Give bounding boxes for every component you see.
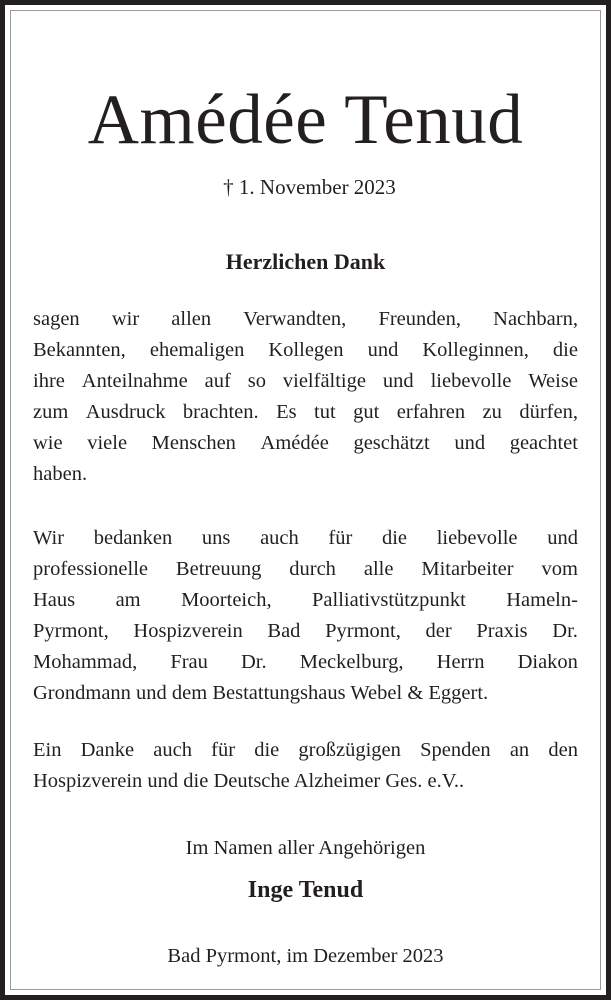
word: zu — [482, 401, 502, 423]
word: Kolleginnen, — [422, 339, 529, 361]
word: vom — [541, 558, 578, 580]
thanks-paragraph-2 — [33, 523, 578, 709]
paragraph-line — [33, 554, 578, 585]
word: am — [115, 589, 141, 611]
word: und — [547, 527, 578, 549]
word: Weise — [528, 370, 578, 392]
word: Anteilnahme — [81, 370, 188, 392]
justified-line — [33, 647, 578, 678]
word: ehemaligen — [149, 339, 245, 361]
word: Haus — [33, 589, 76, 611]
word: erfahren — [396, 401, 466, 423]
word: geachtet — [509, 432, 578, 454]
paragraph-line: haben. — [33, 463, 88, 485]
word: tut — [314, 401, 336, 423]
paragraph-line — [33, 523, 578, 554]
justified-line — [33, 616, 578, 647]
word: uns — [201, 527, 231, 549]
justified-line — [33, 735, 578, 766]
word: Meckelburg, — [299, 651, 404, 673]
word: Nachbarn, — [493, 308, 578, 330]
word: allen — [171, 308, 212, 330]
paragraph-line — [33, 366, 578, 397]
deceased-name: Amédée Tenud — [87, 81, 524, 159]
word: Mohammad, — [33, 651, 138, 673]
word: Danke — [80, 739, 135, 761]
signature-intro: Im Namen aller Angehörigen — [185, 837, 426, 859]
word: Mitarbeiter — [421, 558, 514, 580]
word: wir — [111, 308, 140, 330]
thanks-heading: Herzlichen Dank — [225, 249, 386, 274]
word: professionelle — [33, 558, 148, 580]
justified-line — [33, 304, 578, 335]
word: und — [454, 432, 486, 454]
place-and-date: Bad Pyrmont, im Dezember 2023 — [167, 945, 444, 967]
word: Wir — [33, 527, 65, 549]
word: Frau — [170, 651, 208, 673]
word: liebevolle — [436, 527, 518, 549]
word: Bekannten, — [33, 339, 126, 361]
justified-line — [33, 335, 578, 366]
word: Kollegen — [268, 339, 344, 361]
word: Herrn — [436, 651, 485, 673]
word: auch — [260, 527, 299, 549]
signature-name: Inge Tenud — [247, 877, 364, 903]
word: Spenden — [420, 739, 491, 761]
word: Dr. — [552, 620, 578, 642]
paragraph-line — [33, 647, 578, 678]
thanks-paragraph-1 — [33, 304, 578, 490]
word: der — [425, 620, 452, 642]
justified-line — [33, 585, 578, 616]
word: Dr. — [241, 651, 267, 673]
word: Menschen — [151, 432, 236, 454]
justified-line — [33, 366, 578, 397]
paragraph-line: Hospizverein und die Deutsche Alzheimer Ges. e.V.. — [33, 770, 465, 792]
paragraph-line: Grondmann und dem Bestattungshaus Webel & Eggert. — [33, 682, 489, 704]
word: die — [381, 527, 408, 549]
word: brachten. — [182, 401, 259, 423]
word: ihre — [33, 370, 65, 392]
word: Verwandten, — [243, 308, 347, 330]
word: geschätzt — [353, 432, 430, 454]
word: Moorteich, — [181, 589, 272, 611]
word: bedanken — [93, 527, 173, 549]
paragraph-line — [33, 335, 578, 366]
death-date: 1. November 2023 — [238, 175, 396, 199]
word: an — [509, 739, 530, 761]
word: Betreuung — [175, 558, 262, 580]
thanks-paragraph-3 — [33, 735, 578, 797]
word: und — [367, 339, 399, 361]
word: liebevolle — [430, 370, 512, 392]
paragraph-line — [33, 735, 578, 766]
word: Hospizverein — [133, 620, 243, 642]
word: die — [254, 739, 280, 761]
word: für — [328, 527, 353, 549]
word: Pyrmont, — [33, 620, 109, 642]
word: und — [382, 370, 414, 392]
word: viele — [87, 432, 128, 454]
word: den — [548, 739, 578, 761]
word: Praxis — [476, 620, 528, 642]
paragraph-line — [33, 585, 578, 616]
word: gut — [353, 401, 380, 423]
word: Ein — [33, 739, 62, 761]
dagger-icon: † — [223, 175, 234, 199]
paragraph-line — [33, 428, 578, 459]
word: durch — [289, 558, 336, 580]
word: Amédée — [260, 432, 329, 454]
word: Pyrmont, — [325, 620, 401, 642]
word: Freunden, — [378, 308, 462, 330]
word: Hameln- — [506, 589, 578, 611]
paragraph-line — [33, 304, 578, 335]
word: so — [247, 370, 266, 392]
word: zum — [33, 401, 69, 423]
paragraph-line — [33, 397, 578, 428]
justified-line — [33, 554, 578, 585]
justified-line — [33, 428, 578, 459]
justified-line — [33, 523, 578, 554]
word: Es — [276, 401, 297, 423]
word: auch — [153, 739, 192, 761]
paragraph-line — [33, 616, 578, 647]
word: Diakon — [517, 651, 578, 673]
word: vielfältige — [282, 370, 366, 392]
word: Palliativstützpunkt — [312, 589, 466, 611]
word: Bad — [267, 620, 301, 642]
word: sagen — [33, 308, 80, 330]
word: Ausdruck — [85, 401, 166, 423]
word: für — [211, 739, 236, 761]
death-date-line — [0, 173, 611, 201]
justified-line — [33, 397, 578, 428]
word: wie — [33, 432, 63, 454]
word: großzügigen — [298, 739, 401, 761]
word: alle — [363, 558, 394, 580]
word: dürfen, — [519, 401, 578, 423]
word: die — [552, 339, 578, 361]
word: auf — [204, 370, 231, 392]
